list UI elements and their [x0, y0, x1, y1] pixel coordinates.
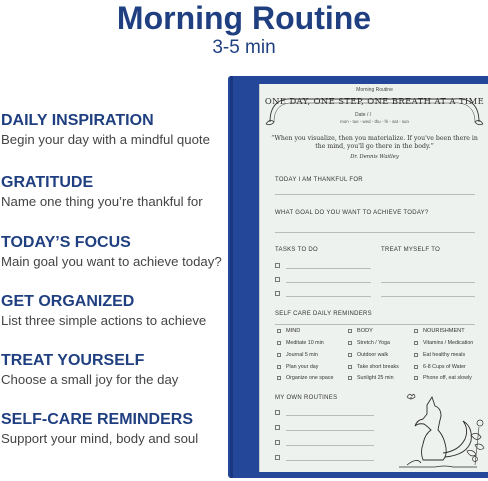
- feature-description: List three simple actions to achieve: [1, 313, 207, 328]
- reminder-checkbox[interactable]: [277, 376, 281, 380]
- feature-heading: DAILY INSPIRATION: [1, 112, 154, 129]
- feature-heading: GET ORGANIZED: [1, 293, 135, 310]
- routines-label: MY OWN ROUTINES: [275, 395, 338, 401]
- reminder-item: Take short breaks: [357, 364, 399, 370]
- feature-description: Choose a small joy for the day: [1, 372, 179, 387]
- reminder-item: Phone off, eat slowly: [423, 375, 472, 381]
- reminder-checkbox[interactable]: [348, 353, 352, 357]
- feature-description: Support your mind, body and soul: [1, 431, 199, 446]
- routine-checkbox[interactable]: [275, 440, 280, 445]
- quote-author: Dr. Dennis Waitley: [350, 154, 399, 160]
- planner-motto: ONE DAY, ONE STEP, ONE BREATH AT A TIME: [264, 96, 485, 106]
- reminder-checkbox[interactable]: [277, 365, 281, 369]
- reminder-item: Meditate 10 min: [286, 340, 324, 346]
- reminder-checkbox[interactable]: [348, 341, 352, 345]
- task-checkbox[interactable]: [275, 263, 280, 268]
- treat-line[interactable]: [381, 282, 475, 283]
- thankful-label: TODAY I AM THANKFUL FOR: [275, 177, 363, 183]
- feature-todays-focus: [1, 233, 231, 270]
- feature-heading: TODAY’S FOCUS: [1, 234, 131, 251]
- treat-line[interactable]: [381, 296, 475, 297]
- task-line[interactable]: [286, 282, 371, 283]
- reminder-checkbox[interactable]: [414, 353, 418, 357]
- reminder-item: Outdoor walk: [357, 352, 389, 358]
- reminder-item: Journal 5 min: [286, 352, 318, 358]
- selfcare-rule: [275, 324, 475, 325]
- feature-treat-yourself: [1, 351, 231, 388]
- task-checkbox[interactable]: [275, 291, 280, 296]
- reminder-checkbox[interactable]: [348, 365, 352, 369]
- weekday-row: mon - tue - wed - thu - fri - sat - sun: [340, 119, 409, 124]
- goal-line[interactable]: [275, 232, 475, 233]
- feature-heading: TREAT YOURSELF: [1, 352, 145, 369]
- routine-checkbox[interactable]: [275, 410, 280, 415]
- routine-line[interactable]: [286, 415, 374, 416]
- column-checkbox[interactable]: [414, 329, 418, 333]
- task-line[interactable]: [286, 268, 371, 269]
- thankful-line[interactable]: [275, 194, 475, 195]
- fox-illustration: [383, 387, 487, 469]
- column-heading-mind: MIND: [286, 328, 301, 334]
- treat-label: TREAT MYSELF TO: [381, 247, 441, 253]
- reminder-item: Plan your day: [286, 364, 319, 370]
- planner-page-title: Morning Routine: [356, 87, 393, 93]
- tasks-label: TASKS TO DO: [275, 247, 318, 253]
- goal-label: WHAT GOAL DO YOU WANT TO ACHIEVE TODAY?: [275, 210, 429, 216]
- column-checkbox[interactable]: [348, 329, 352, 333]
- task-line[interactable]: [286, 296, 371, 297]
- task-checkbox[interactable]: [275, 277, 280, 282]
- feature-heading: GRATITUDE: [1, 174, 94, 191]
- feature-heading: SELF-CARE REMINDERS: [1, 411, 194, 428]
- column-heading-nourishment: NOURISHMENT: [423, 328, 465, 334]
- page-title: Morning Routine: [116, 0, 372, 36]
- feature-description: Main goal you want to achieve today?: [1, 254, 222, 269]
- feature-description: Name one thing you’re thankful for: [1, 194, 203, 209]
- routine-line[interactable]: [286, 430, 374, 431]
- feature-daily-inspiration: [1, 111, 231, 148]
- reminder-item: Organize one space: [286, 375, 334, 381]
- reminder-item: Eat healthy meals: [423, 352, 466, 358]
- reminder-checkbox[interactable]: [348, 376, 352, 380]
- feature-gratitude: [1, 173, 231, 210]
- reminder-checkbox[interactable]: [414, 365, 418, 369]
- selfcare-label: SELF CARE DAILY REMINDERS: [275, 311, 372, 317]
- feature-description: Begin your day with a mindful quote: [1, 132, 210, 147]
- reminder-checkbox[interactable]: [277, 341, 281, 345]
- reminder-item: Vitamins / Medication: [423, 340, 474, 346]
- column-heading-body: BODY: [357, 328, 373, 334]
- routine-line[interactable]: [286, 460, 374, 461]
- feature-self-care-reminders: [1, 410, 231, 447]
- reminder-item: Sunlight 25 min: [357, 375, 394, 381]
- routine-checkbox[interactable]: [275, 425, 280, 430]
- reminder-item: 6-8 Cups of Water: [423, 364, 466, 370]
- column-checkbox[interactable]: [277, 329, 281, 333]
- date-label: Date / /: [355, 112, 372, 118]
- routine-checkbox[interactable]: [275, 455, 280, 460]
- daily-quote: “When you visualize, then you materialize. If you've been there in the mind, you'll go there in the body.”: [271, 135, 478, 150]
- planner-page: [259, 84, 488, 472]
- reminder-checkbox[interactable]: [277, 353, 281, 357]
- reminder-checkbox[interactable]: [414, 341, 418, 345]
- feature-get-organized: [1, 292, 231, 329]
- page-subtitle: 3-5 min: [212, 37, 276, 58]
- reminder-item: Stretch / Yoga: [357, 340, 390, 346]
- reminder-checkbox[interactable]: [414, 376, 418, 380]
- routine-line[interactable]: [286, 445, 374, 446]
